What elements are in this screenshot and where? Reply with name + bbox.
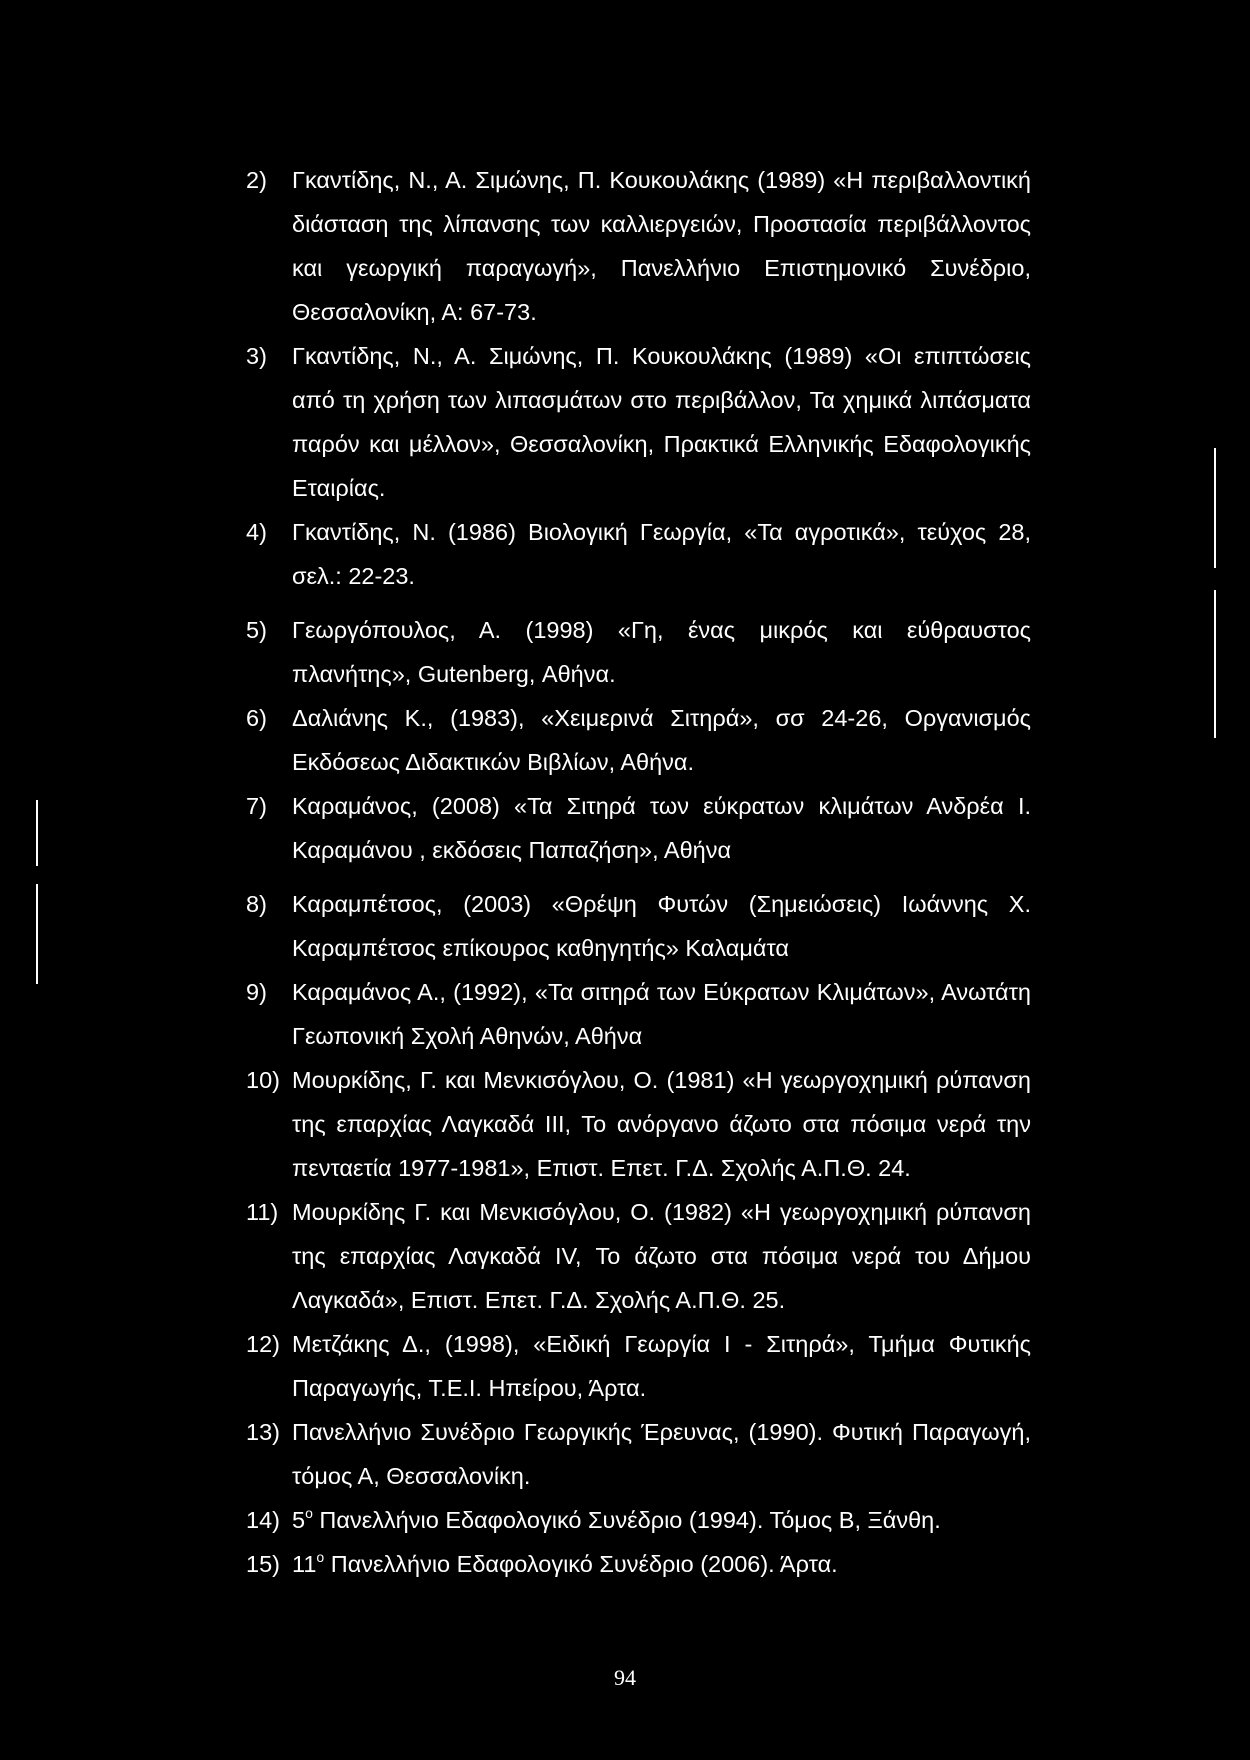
- reference-item: [246, 970, 1031, 1058]
- reference-number: 10): [246, 1067, 280, 1093]
- ordinal-number: 5: [292, 1507, 306, 1533]
- reference-item: [246, 510, 1031, 598]
- reference-item: [246, 784, 1031, 872]
- reference-number: 2): [246, 167, 267, 193]
- page-number: 94: [614, 1665, 636, 1690]
- reference-item: [246, 1498, 1031, 1542]
- reference-item: [246, 1058, 1031, 1190]
- reference-number: 4): [246, 519, 267, 545]
- reference-number: 13): [246, 1419, 280, 1445]
- reference-number: 7): [246, 793, 267, 819]
- scan-artifact-line: [1214, 648, 1216, 738]
- reference-text-rest: Πανελλήνιο Εδαφολογικό Συνέδριο (2006). Άρτα.: [324, 1551, 838, 1577]
- reference-text: [292, 1498, 1031, 1542]
- reference-number: 11): [246, 1199, 279, 1225]
- reference-item: [246, 334, 1031, 510]
- reference-text: Πανελλήνιο Συνέδριο Γεωργικής Έρευνας, (1990). Φυτική Παραγωγή, τόμος Α, Θεσσαλονίκη.: [292, 1419, 1031, 1489]
- reference-number: 12): [246, 1331, 280, 1357]
- reference-text-rest: Πανελλήνιο Εδαφολογικό Συνέδριο (1994). Τόμος Β, Ξάνθη.: [312, 1507, 941, 1533]
- reference-text: Μουρκίδης, Γ. και Μενκισόγλου, Ο. (1981) «Η γεωργοχημική ρύπανση της επαρχίας Λαγκαδά ΙΙΙ, Το ανόργανο άζωτο στα πόσιμα νερά την πενταετία 1977-1981», Επιστ. Επετ. Γ.Δ. Σχολής Α.Π.Θ. 24.: [292, 1067, 1031, 1181]
- scan-artifact-line: [1214, 448, 1216, 568]
- ordinal-superscript: ο: [305, 1505, 313, 1521]
- scan-artifact-line: [36, 800, 38, 866]
- reference-text: Γκαντίδης, Ν., Α. Σιμώνης, Π. Κουκουλάκης (1989) «Η περιβαλλοντική διάσταση της λίπανσης των καλλιεργειών, Προστασία περιβάλλοντος και γεωργική παραγωγή», Πανελλήνιο Επιστημονικό Συνέδριο, Θεσσαλονίκη, Α: 67-73.: [292, 167, 1031, 325]
- reference-item: [246, 1542, 1031, 1586]
- scan-artifact-line: [36, 884, 38, 984]
- reference-text: Καραμάνος Α., (1992), «Τα σιτηρά των Εύκρατων Κλιμάτων», Ανωτάτη Γεωπονική Σχολή Αθηνών, Αθήνα: [292, 979, 1031, 1049]
- reference-number: 3): [246, 343, 267, 369]
- reference-text: [292, 1542, 1031, 1586]
- reference-text: Γεωργόπουλος, Α. (1998) «Γη, ένας μικρός και εύθραυστος πλανήτης», Gutenberg, Αθήνα.: [292, 617, 1031, 687]
- ordinal-superscript: ο: [316, 1549, 325, 1565]
- reference-number: 6): [246, 705, 267, 731]
- reference-number: 14): [246, 1507, 280, 1533]
- reference-number: 9): [246, 979, 267, 1005]
- reference-item: [246, 1410, 1031, 1498]
- reference-number: 8): [246, 891, 267, 917]
- reference-text: Καραμάνος, (2008) «Τα Σιτηρά των εύκρατων κλιμάτων Ανδρέα Ι. Καραμάνου , εκδόσεις Παπαζήση», Αθήνα: [292, 793, 1031, 863]
- scan-artifact-line: [1214, 590, 1216, 650]
- reference-list: [246, 158, 1031, 1586]
- reference-text: Γκαντίδης, Ν., Α. Σιμώνης, Π. Κουκουλάκης (1989) «Οι επιπτώσεις από τη χρήση των λιπασμάτων στο περιβάλλον, Τα χημικά λιπάσματα παρόν και μέλλον», Θεσσαλονίκη, Πρακτικά Ελληνικής Εδαφολογικής Εταιρίας.: [292, 343, 1031, 501]
- reference-number: 15): [246, 1551, 280, 1577]
- reference-text: Καραμπέτσος, (2003) «Θρέψη Φυτών (Σημειώσεις) Ιωάννης Χ. Καραμπέτσος επίκουρος καθηγητής» Καλαμάτα: [292, 891, 1031, 961]
- reference-item: [246, 608, 1031, 696]
- reference-item: [246, 882, 1031, 970]
- reference-item: [246, 696, 1031, 784]
- ordinal-number: 11: [292, 1551, 317, 1577]
- reference-item: [246, 1190, 1031, 1322]
- reference-text: Μουρκίδης Γ. και Μενκισόγλου, Ο. (1982) «Η γεωργοχημική ρύπανση της επαρχίας Λαγκαδά IV, Το άζωτο στα πόσιμα νερά του Δήμου Λαγκαδά», Επιστ. Επετ. Γ.Δ. Σχολής Α.Π.Θ. 25.: [292, 1199, 1031, 1313]
- reference-text: Δαλιάνης Κ., (1983), «Χειμερινά Σιτηρά», σσ 24-26, Οργανισμός Εκδόσεως Διδακτικών Βιβλίων, Αθήνα.: [292, 705, 1031, 775]
- reference-number: 5): [246, 617, 267, 643]
- reference-item: [246, 1322, 1031, 1410]
- reference-text: Γκαντίδης, Ν. (1986) Βιολογική Γεωργία, «Τα αγροτικά», τεύχος 28, σελ.: 22-23.: [292, 519, 1031, 589]
- reference-item: [246, 158, 1031, 334]
- reference-text: Μετζάκης Δ., (1998), «Ειδική Γεωργία Ι - Σιτηρά», Τμήμα Φυτικής Παραγωγής, Τ.Ε.Ι. Ηπείρου, Άρτα.: [292, 1331, 1031, 1401]
